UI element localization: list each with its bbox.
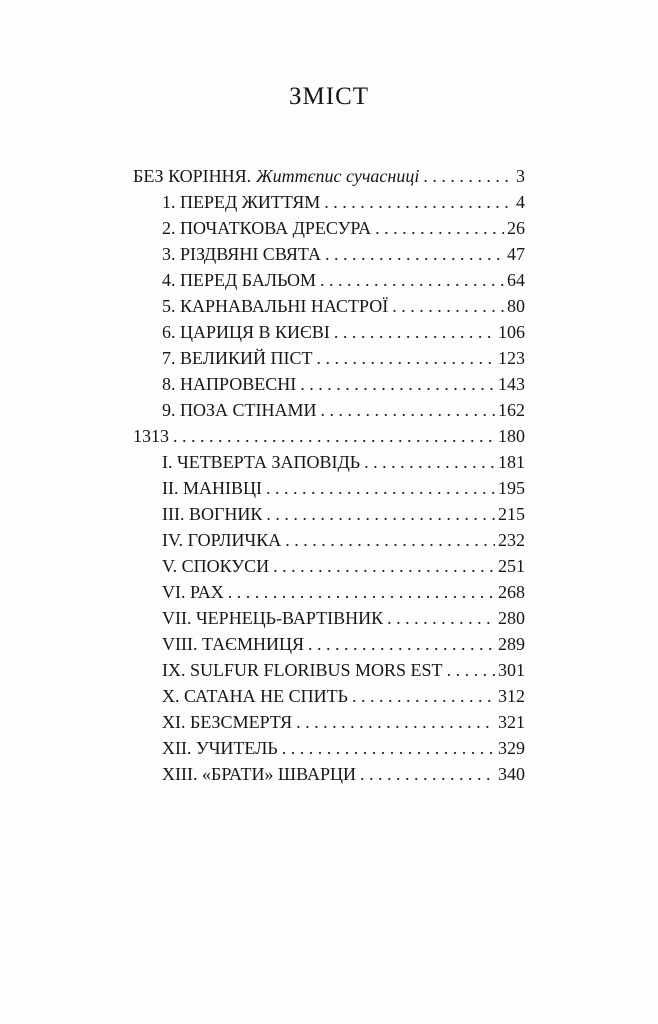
toc-entry-title-text: XIII. «БРАТИ» ШВАРЦИ [162,764,356,784]
toc-dot-leader [352,683,495,709]
toc-entry-title-text: IX. SULFUR FLORIBUS MORS EST [162,660,443,680]
toc-entry-title [162,267,316,293]
toc-entry-title-text: 6. ЦАРИЦЯ В КИЄВІ [162,322,330,342]
toc-dot-leader [308,631,495,657]
toc-entry-title-text: V. СПОКУСИ [162,556,270,576]
toc-entry-title [162,449,360,475]
toc-dot-leader [316,345,495,371]
toc-entry-subtitle: Життєпис сучасниці [256,166,420,186]
toc-page-number: 289 [498,634,525,654]
toc-entry-title [162,319,330,345]
toc-entry-title-text: 2. ПОЧАТКОВА ДРЕСУРА [162,218,372,238]
toc-dot-leader [423,163,513,189]
toc-entry-title [162,371,296,397]
toc-dot-leader [266,501,495,527]
toc-chapter-entry[interactable] [133,267,525,293]
toc-page-number: 215 [498,504,525,524]
toc-chapter-entry[interactable] [133,657,525,683]
toc-entry-title [162,397,317,423]
toc-dot-leader [334,319,495,345]
toc-entry-title [162,345,312,371]
toc-page-number: 106 [498,322,525,342]
toc-chapter-entry[interactable] [133,605,525,631]
toc-entry-title-text: XI. БЕЗСМЕРТЯ [162,712,293,732]
toc-entry-title-text: 9. ПОЗА СТІНАМИ [162,400,317,420]
toc-dot-leader [364,449,495,475]
toc-chapter-entry[interactable] [133,215,525,241]
toc-part-entry[interactable] [133,163,525,189]
toc-entry-title-text: 3. РІЗДВЯНІ СВЯТА [162,244,322,264]
toc-dot-leader [273,553,495,579]
toc-page-number: 280 [498,608,525,628]
toc-entry-title [162,501,262,527]
toc-dot-leader [296,709,495,735]
toc-entry-title [162,293,388,319]
toc-entry-title [162,527,281,553]
toc-entry-title-text: VI. РАХ [162,582,224,602]
toc-page-number: 251 [498,556,525,576]
toc-entry-title [162,189,320,215]
toc-entry-title-text: X. САТАНА НЕ СПИТЬ [162,686,348,706]
toc-dot-leader [320,267,504,293]
toc-chapter-entry[interactable] [133,449,525,475]
toc-chapter-entry[interactable] [133,683,525,709]
toc-entry-title-text: 1. ПЕРЕД ЖИТТЯМ [162,192,321,212]
toc-entry-title-text: БЕЗ КОРІННЯ. [133,166,252,186]
toc-chapter-entry[interactable] [133,397,525,423]
toc-entry-title [162,241,321,267]
toc-page-number: 162 [498,400,525,420]
toc-entry-title-text: VIII. ТАЄМНИЦЯ [162,634,304,654]
toc-dot-leader [387,605,495,631]
toc-entry-title [162,761,356,787]
toc-entry-title-text: XII. УЧИТЕЛЬ [162,738,278,758]
toc-entry-title-text: 8. НАПРОВЕСНІ [162,374,297,394]
toc-dot-leader [392,293,504,319]
toc-entry-title-text: 1313 [133,426,169,446]
toc-entry-title [162,579,224,605]
toc-entry-title [162,475,262,501]
toc-part-entry[interactable] [133,423,525,449]
toc-entry-title-text: 5. КАРНАВАЛЬНІ НАСТРОЇ [162,296,389,316]
page-title: ЗМІСТ [288,83,370,110]
toc-entry-title-text: 4. ПЕРЕД БАЛЬОМ [162,270,316,290]
toc-dot-leader [447,657,495,683]
toc-chapter-entry[interactable] [133,501,525,527]
toc-page-number: 232 [498,530,525,550]
toc-chapter-entry[interactable] [133,553,525,579]
toc-page-number: 143 [498,374,525,394]
toc-entry-title [162,553,269,579]
toc-chapter-entry[interactable] [133,631,525,657]
toc-chapter-entry[interactable] [133,319,525,345]
toc-chapter-entry[interactable] [133,189,525,215]
toc-entry-title-text: IV. ГОРЛИЧКА [162,530,282,550]
toc-page-number: 26 [507,218,525,238]
toc-dot-leader [266,475,495,501]
toc-chapter-entry[interactable] [133,475,525,501]
toc-chapter-entry[interactable] [133,293,525,319]
toc-entry-title-text: III. ВОГНИК [162,504,263,524]
toc-dot-leader [321,397,495,423]
toc-entry-title [133,163,419,189]
toc-entry-title [162,683,348,709]
toc-entry-title-text: 7. ВЕЛИКИЙ ПІСТ [162,348,313,368]
toc-entry-title-text: VII. ЧЕРНЕЦЬ-ВАРТІВНИК [162,608,384,628]
toc-dot-leader [375,215,504,241]
toc-dot-leader [360,761,495,787]
toc-page-number: 47 [507,244,525,264]
toc-page-number: 312 [498,686,525,706]
toc-page-number: 329 [498,738,525,758]
toc-dot-leader [324,189,513,215]
toc-entry-title [133,423,169,449]
toc-page-number: 180 [498,426,525,446]
toc-page-number: 80 [507,296,525,316]
toc-entry-title [162,215,371,241]
toc-dot-leader [300,371,495,397]
toc-entry-title [162,605,383,631]
toc-dot-leader [228,579,495,605]
table-of-contents [133,163,525,787]
toc-dot-leader [285,527,495,553]
toc-page-number: 181 [498,452,525,472]
toc-entry-title-text: II. МАНІВЦІ [162,478,262,498]
toc-chapter-entry[interactable] [133,579,525,605]
toc-entry-title [162,709,292,735]
toc-entry-title [162,657,443,683]
toc-entry-title-text: I. ЧЕТВЕРТА ЗАПОВІДЬ [162,452,361,472]
toc-page-number: 64 [507,270,525,290]
toc-page-number: 195 [498,478,525,498]
toc-dot-leader [325,241,504,267]
toc-chapter-entry[interactable] [133,241,525,267]
toc-page-number: 123 [498,348,525,368]
toc-page-number: 268 [498,582,525,602]
toc-entry-title [162,735,278,761]
toc-dot-leader [282,735,495,761]
toc-entry-title [162,631,304,657]
toc-page-number: 321 [498,712,525,732]
toc-chapter-entry[interactable] [133,371,525,397]
toc-page-number: 340 [498,764,525,784]
toc-chapter-entry[interactable] [133,345,525,371]
toc-page-number: 3 [516,166,525,186]
toc-page-number: 301 [498,660,525,680]
toc-chapter-entry[interactable] [133,527,525,553]
toc-dot-leader [173,423,495,449]
toc-chapter-entry[interactable] [133,735,525,761]
toc-chapter-entry[interactable] [133,709,525,735]
toc-chapter-entry[interactable] [133,761,525,787]
toc-page-number: 4 [516,192,525,212]
